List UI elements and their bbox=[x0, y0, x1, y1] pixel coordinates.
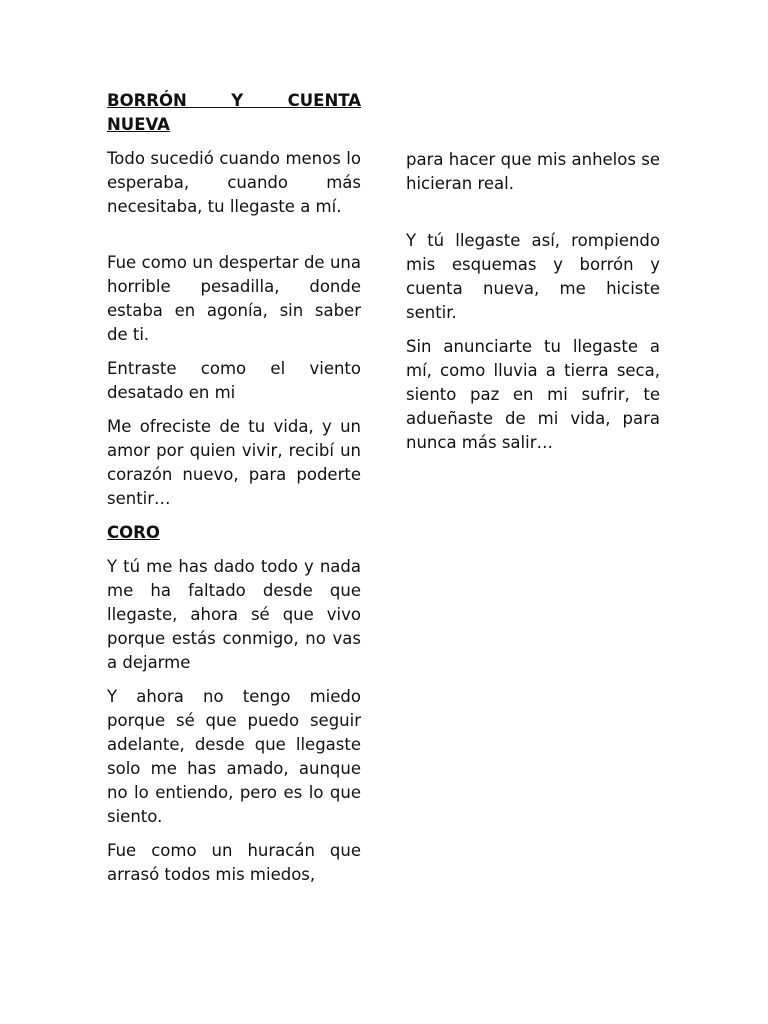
verse-paragraph: Fue como un huracán que arrasó todos mis miedos, bbox=[107, 841, 361, 884]
verse-paragraph: Fue como un despertar de una horrible pesadilla, donde estaba en agonía, sin saber de ti. bbox=[107, 253, 361, 344]
song-title bbox=[107, 89, 361, 137]
verse-paragraph: Sin anunciarte tu llegaste a mí, como lluvia a tierra seca, siento paz en mi sufrir, te adueñaste de mi vida, para nunca más salir… bbox=[406, 337, 660, 452]
chorus-heading: CORO bbox=[107, 523, 160, 542]
right-column bbox=[406, 148, 660, 465]
left-column bbox=[107, 89, 361, 897]
verse-paragraph: Y tú llegaste así, rompiendo mis esquemas y borrón y cuenta nueva, me hiciste sentir. bbox=[406, 231, 660, 322]
chorus-paragraph: Y tú me has dado todo y nada me ha faltado desde que llegaste, ahora sé que vivo porque estás conmigo, no vas a dejarme bbox=[107, 557, 361, 672]
verse-paragraph: Me ofreciste de tu vida, y un amor por quien vivir, recibí un corazón nuevo, para poderte sentir… bbox=[107, 417, 361, 508]
song-title-line-2: NUEVA bbox=[107, 115, 170, 134]
verse-paragraph: para hacer que mis anhelos se hicieran real. bbox=[406, 150, 660, 193]
verse-paragraph: Entraste como el viento desatado en mi bbox=[107, 359, 361, 402]
verse-paragraph: Todo sucedió cuando menos lo esperaba, cuando más necesitaba, tu llegaste a mí. bbox=[107, 149, 361, 216]
song-title-line-1: BORRÓN Y CUENTA bbox=[107, 91, 361, 110]
chorus-paragraph: Y ahora no tengo miedo porque sé que puedo seguir adelante, desde que llegaste solo me has amado, aunque no lo entiendo, pero es lo que siento. bbox=[107, 687, 361, 826]
